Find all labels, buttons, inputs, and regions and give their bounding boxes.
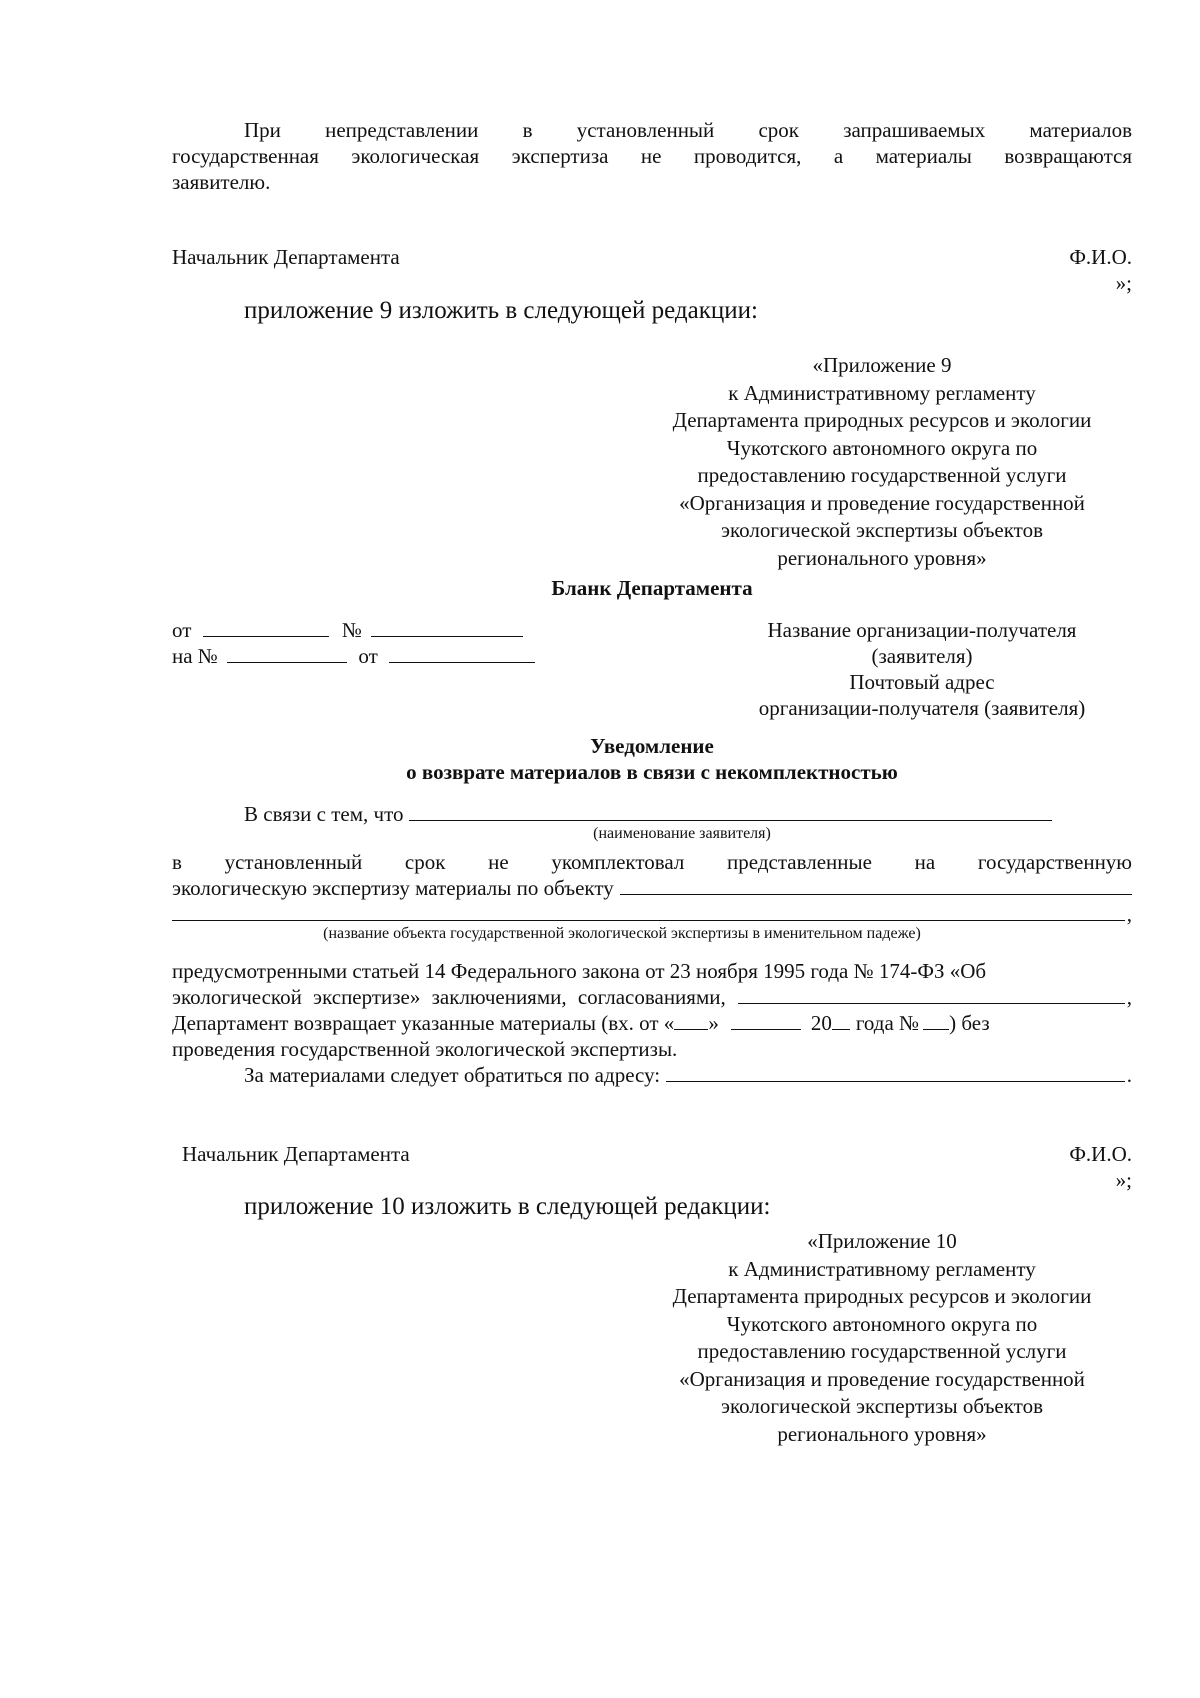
since-label: В связи с тем, что	[244, 802, 404, 826]
comma: ,	[1126, 902, 1132, 926]
word: в	[522, 118, 533, 142]
address-row	[244, 1062, 1132, 1088]
word: представленные	[727, 850, 872, 874]
signature-name: Ф.И.О.	[1069, 245, 1132, 269]
address-field[interactable]	[666, 1063, 1125, 1082]
word: укомплектовал	[551, 850, 685, 874]
signature-name: Ф.И.О.	[1069, 1142, 1132, 1166]
document-page	[172, 0, 1132, 1698]
word: на	[914, 850, 936, 874]
incoming-year-field[interactable]	[832, 1011, 850, 1030]
intro-line-2	[172, 143, 1132, 169]
word: запрашиваемых	[843, 118, 986, 142]
object-caption: (название объекта государственной экологической экспертизы в именительном падеже)	[323, 925, 921, 942]
annex-line: Департамента природных ресурсов и экологии	[672, 408, 1092, 432]
incoming-day-field[interactable]	[674, 1011, 708, 1030]
from-label: от	[172, 618, 192, 642]
word: в	[172, 850, 182, 874]
date-field[interactable]	[203, 618, 329, 637]
word: срок	[758, 118, 800, 142]
word: установленный	[576, 118, 715, 142]
period: .	[1126, 1063, 1132, 1087]
applicant-caption: (наименование заявителя)	[593, 825, 771, 842]
annex-line: Чукотского автономного округа по	[726, 1311, 1038, 1336]
outgoing-reference-row	[172, 617, 523, 643]
annex-line: регионального уровня»	[777, 545, 987, 570]
word: государственную	[977, 850, 1132, 874]
word: материалов	[1029, 118, 1132, 142]
object-name-field[interactable]	[620, 876, 1132, 895]
word: непредставлении	[325, 118, 479, 142]
annex-line: «Приложение 9	[812, 353, 952, 377]
quote-close: »;	[1115, 271, 1132, 295]
annex-line: предоставлению государственной услуги	[697, 1339, 1067, 1363]
recipient-line: Название организации-получателя	[767, 618, 1077, 642]
applicant-name-field[interactable]	[409, 802, 1052, 821]
object-row	[172, 875, 1132, 901]
object-name-field-2[interactable]	[172, 902, 1125, 921]
instruction-annex-10: приложение 10 изложить в следующей редакции:	[244, 1193, 771, 1220]
body-line-2	[172, 849, 1132, 875]
address-label: За материалами следует обратиться по адресу:	[244, 1063, 661, 1087]
notice-subtitle: о возврате материалов в связи с некомплектностью	[406, 760, 898, 784]
recipient-line: Почтовый адрес	[849, 670, 995, 694]
signature-title: Начальник Департамента	[182, 1142, 410, 1166]
word: экологическая	[351, 144, 480, 168]
annex-line: к Административному регламенту	[728, 1256, 1036, 1281]
annex-line: регионального уровня»	[777, 1421, 987, 1446]
ref-date-label: от	[358, 644, 378, 668]
line-6-text: экологической экспертизе» заключениями, согласованиями,	[172, 985, 726, 1009]
quote-close-mark: »	[708, 1011, 719, 1035]
intro-line-1	[244, 117, 1132, 143]
annex-line: «Приложение 10	[807, 1229, 957, 1253]
word: срок	[404, 850, 446, 874]
quote-close: »;	[1115, 1168, 1132, 1192]
word: экспертиза	[511, 144, 609, 168]
incoming-month-field[interactable]	[731, 1011, 801, 1030]
annex-line: «Организация и проведение государственной	[679, 490, 1085, 515]
body-line-5: предусмотренными статьей 14 Федерального закона от 23 ноября 1995 года № 174-ФЗ «Об	[172, 959, 987, 983]
body-line-6	[172, 984, 1132, 1010]
annex-10-header	[632, 1228, 1132, 1448]
word: не	[488, 850, 509, 874]
annex-line: Чукотского автономного округа по	[726, 435, 1038, 460]
recipient-block	[702, 617, 1142, 721]
annex-line: предоставлению государственной услуги	[697, 463, 1067, 487]
without-label: ) без	[949, 1011, 990, 1035]
body-line-7	[172, 1010, 1132, 1036]
incoming-reference-row	[172, 643, 535, 669]
word: а	[833, 144, 844, 168]
incoming-number-field[interactable]	[923, 1011, 949, 1030]
additional-materials-field[interactable]	[738, 985, 1125, 1004]
signature-title: Начальник Департамента	[172, 245, 400, 269]
blank-title: Бланк Департамента	[551, 576, 753, 600]
comma: ,	[1126, 985, 1132, 1009]
recipient-line: организации-получателя (заявителя)	[758, 696, 1086, 720]
intro-line-3: заявителю.	[172, 170, 271, 194]
annex-line: «Организация и проведение государственной	[679, 1366, 1085, 1391]
notice-title: Уведомление	[590, 734, 714, 758]
annex-line: экологической экспертизы объектов	[720, 518, 1043, 542]
word: При	[244, 118, 281, 142]
annex-line: Департамента природных ресурсов и экологии	[672, 1284, 1092, 1308]
number-label: №	[341, 618, 362, 642]
ref-date-field[interactable]	[389, 644, 535, 663]
annex-line: экологической экспертизы объектов	[720, 1394, 1043, 1418]
body-line-8: проведения государственной экологической экспертизы.	[172, 1037, 678, 1061]
instruction-annex-9: приложение 9 изложить в следующей редакции:	[244, 297, 758, 324]
ref-number-label: на №	[172, 644, 218, 668]
word: не	[640, 144, 662, 168]
word: государственная	[172, 144, 319, 168]
word: возвращаются	[1004, 144, 1132, 168]
year-prefix: 20	[810, 1011, 832, 1035]
annex-9-header	[632, 352, 1132, 572]
object-label: экологическую экспертизу материалы по объекту	[172, 876, 614, 900]
annex-line: к Административному регламенту	[728, 380, 1036, 405]
word: материалы	[875, 144, 972, 168]
word: проводится,	[693, 144, 802, 168]
line-7-text: Департамент возвращает указанные материалы (вх. от «	[172, 1011, 675, 1035]
year-number-label: года №	[855, 1011, 920, 1035]
ref-number-field[interactable]	[227, 644, 347, 663]
word: установленный	[224, 850, 363, 874]
recipient-line: (заявителя)	[871, 644, 973, 668]
number-field[interactable]	[371, 618, 523, 637]
